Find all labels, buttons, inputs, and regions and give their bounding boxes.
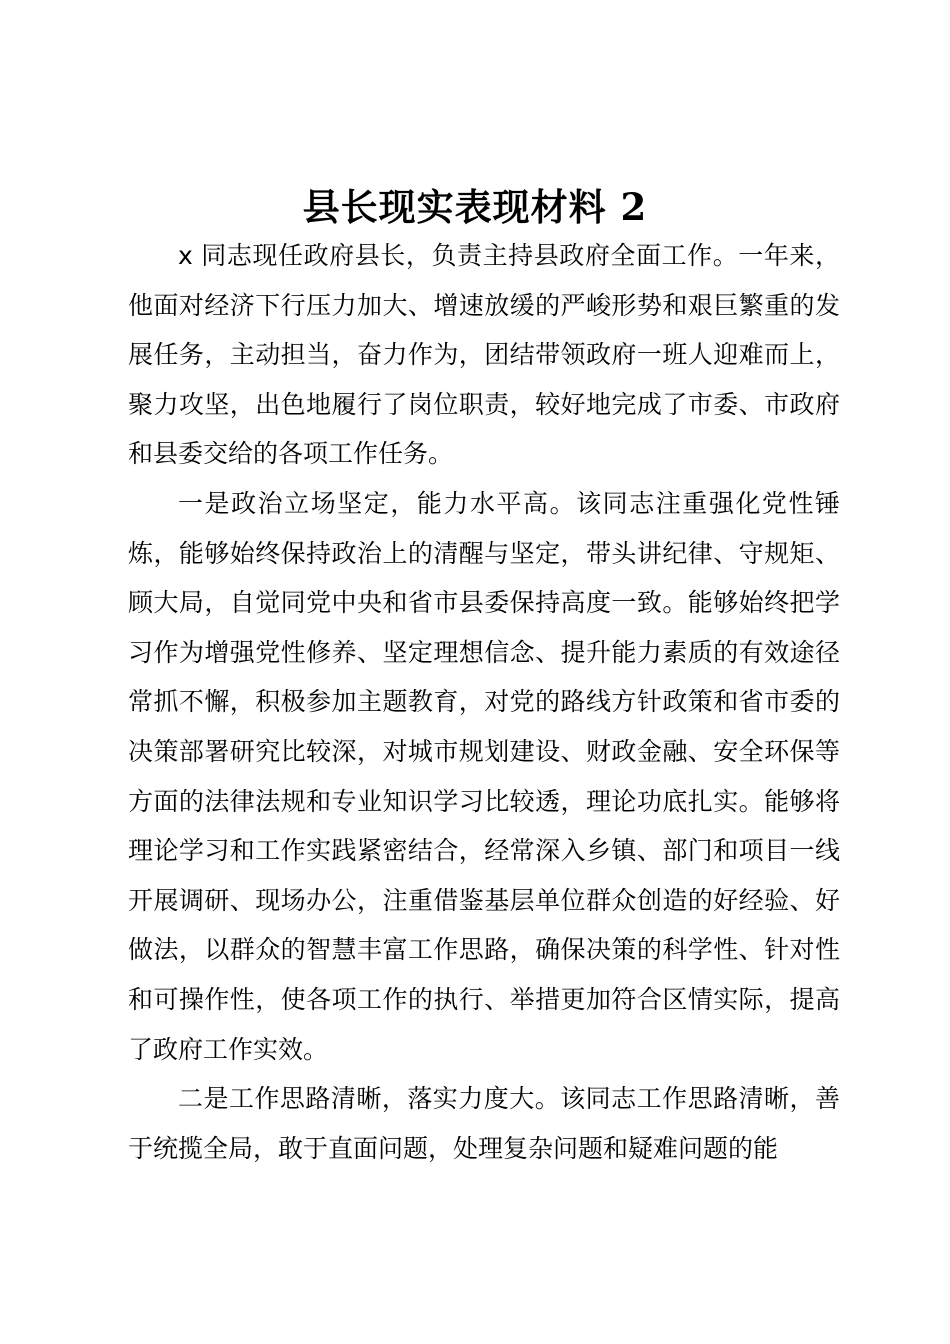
paragraph-intro: x 同志现任政府县长，负责主持县政府全面工作。一年来，他面对经济下行压力加大、增速放缓的严峻形势和艰巨繁重的发展任务，主动担当，奋力作为，团结带领政府一班人迎难而上，聚力攻坚，出色地履行了岗位职责，较好地完成了市委、市政府和县委交给的各项工作任务。 (128, 241, 840, 469)
paragraph-political-stance: 一是政治立场坚定，能力水平高。该同志注重强化党性锤炼，能够始终保持政治上的清醒与坚定，带头讲纪律、守规矩、顾大局，自觉同党中央和省市县委保持高度一致。能够始终把学习作为增强党性修养、坚定理想信念、提升能力素质的有效途径常抓不懈，积极参加主题教育，对党的路线方针政策和省市委的决策部署研究比较深，对城市规划建设、财政金融、安全环保等方面的法律法规和专业知识学习比较透，理论功底扎实。能够将理论学习和工作实践紧密结合，经常深入乡镇、部门和项目一线开展调研、现场办公，注重借鉴基层单位群众创造的好经验、好做法，以群众的智慧丰富工作思路，确保决策的科学性、针对性和可操作性，使各项工作的执行、举措更加符合区情实际，提高了政府工作实效。 (128, 488, 840, 1064)
document-title: 县长现实表现材料 2 (302, 185, 648, 229)
document-body (128, 231, 840, 1173)
paragraph-work-approach: 二是工作思路清晰，落实力度大。该同志工作思路清晰，善于统揽全局，敢于直面问题，处理复杂问题和疑难问题的能 (128, 1084, 840, 1163)
